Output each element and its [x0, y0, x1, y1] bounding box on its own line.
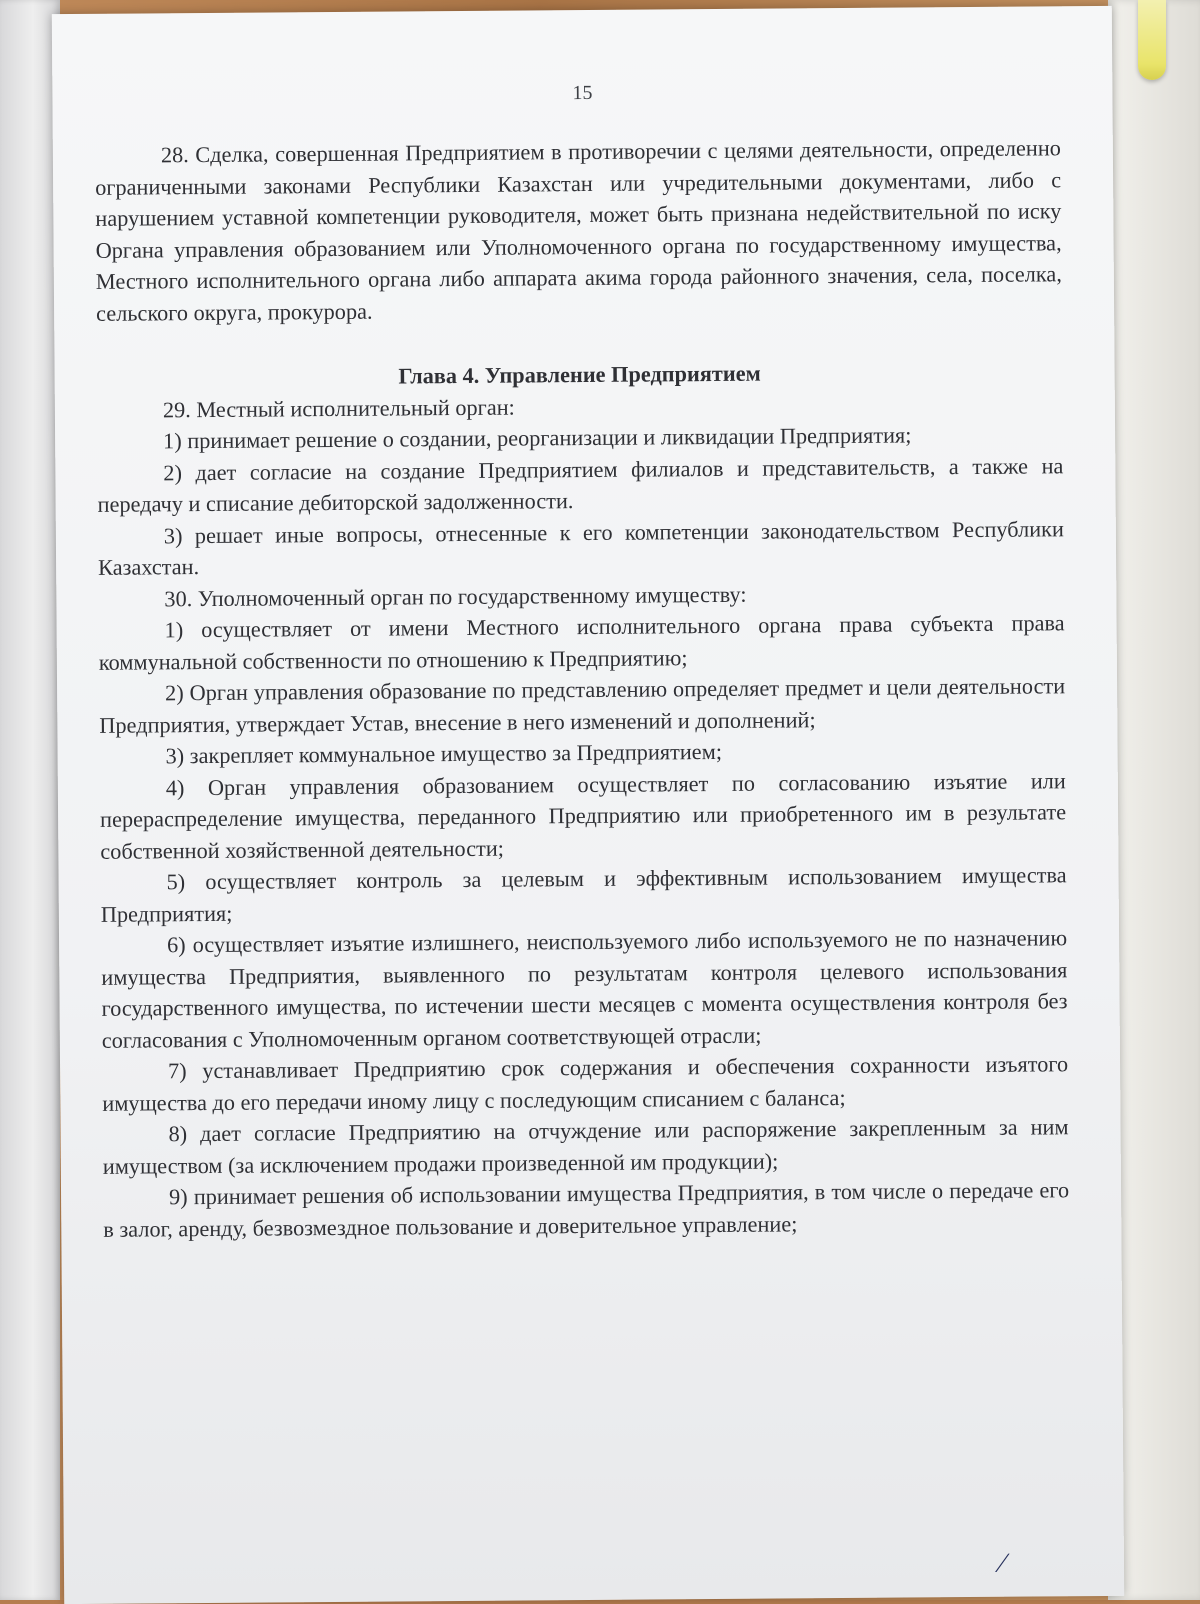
list-item-29-2: 2) дает согласие на создание Предприятием филиалов и представительств, а также на передачу и списание дебиторской задолженности. — [97, 452, 1064, 517]
list-item-30-4: 4) Орган управления образованием осуществляет по согласованию изъятие или перераспределение имущества, переданного Предприятию или приобретенного им в результате собственной хозяйственной деятельности; — [99, 767, 1067, 864]
list-item-29-1: 1) принимает решение о создании, реорганизации и ликвидации Предприятия; — [163, 422, 912, 454]
list-item-30-7: 7) устанавливает Предприятию срок содержания и обеспечения сохранности изъятого имущества до его передачи иному лицу с последующим списанием с баланса; — [102, 1051, 1069, 1116]
list-item-30-5: 5) осуществляет контроль за целевым и эффективным использованием имущества Предприятия; — [100, 862, 1067, 927]
list-item-30-3: 3) закрепляет коммунальное имущество за Предприятием; — [165, 738, 723, 769]
list-item-30-2: 2) Орган управления образование по представлению определяет предмет и цели деятельности Предприятия, утверждает Устав, внесение в него изменений и дополнений; — [99, 673, 1066, 738]
list-item-30-8: 8) дает согласие Предприятию на отчуждение или распоряжение закрепленным за ним имуществом (за исключением продажи произведенной им продукции); — [102, 1114, 1069, 1179]
list-item-30-6: 6) осуществляет изъятие излишнего, неиспользуемого либо используемого не по назначению имущества Предприятия, выявленного по результатам контроля целевого использования государственного имущества, по истечении шести месяцев с момента осуществления контроля без согласования с Уполномоченным органом соответствующей отрасли; — [101, 925, 1068, 1053]
list-item-30-9: 9) принимает решения об использовании имущества Предприятия, в том числе о передаче его в залог, аренду, безвозмездное пользование и доверительное управление; — [103, 1177, 1070, 1242]
paragraph-28: 28. Сделка, совершенная Предприятием в противоречии с целями деятельности, определенно ограниченными законами Республики Казахстан или учредительными документами, либо с нарушением уставной компетенции руководителя, может быть признана недействительной по иску Органа управления образованием или Уполномоченного органа по государственному имущества, Местного исполнительного органа либо аппарата акима города районного значения, села, поселка, сельского округа, прокурора. — [95, 135, 1062, 326]
paragraph-30: 30. Уполномоченный орган по государственному имуществу: — [164, 581, 747, 611]
handwritten-mark-icon: ∕ — [1000, 1548, 1005, 1579]
chapter-title: Глава 4. Управление Предприятием — [398, 360, 761, 389]
list-item-30-1: 1) осуществляет от имени Местного исполнительного органа права субъекта права коммунальной собственности по отношению к Предприятию; — [98, 610, 1065, 675]
page-content — [95, 132, 1070, 1245]
page-number: 15 — [572, 81, 593, 105]
list-item-29-3: 3) решает иные вопросы, отнесенные к его компетенции законодательством Республики Казахстан. — [98, 515, 1064, 580]
paragraph-29: 29. Местный исполнительный орган: — [162, 394, 515, 422]
highlighter-marker — [1138, 0, 1166, 80]
document-page — [52, 6, 1124, 1604]
left-paper-stack — [0, 0, 60, 1600]
